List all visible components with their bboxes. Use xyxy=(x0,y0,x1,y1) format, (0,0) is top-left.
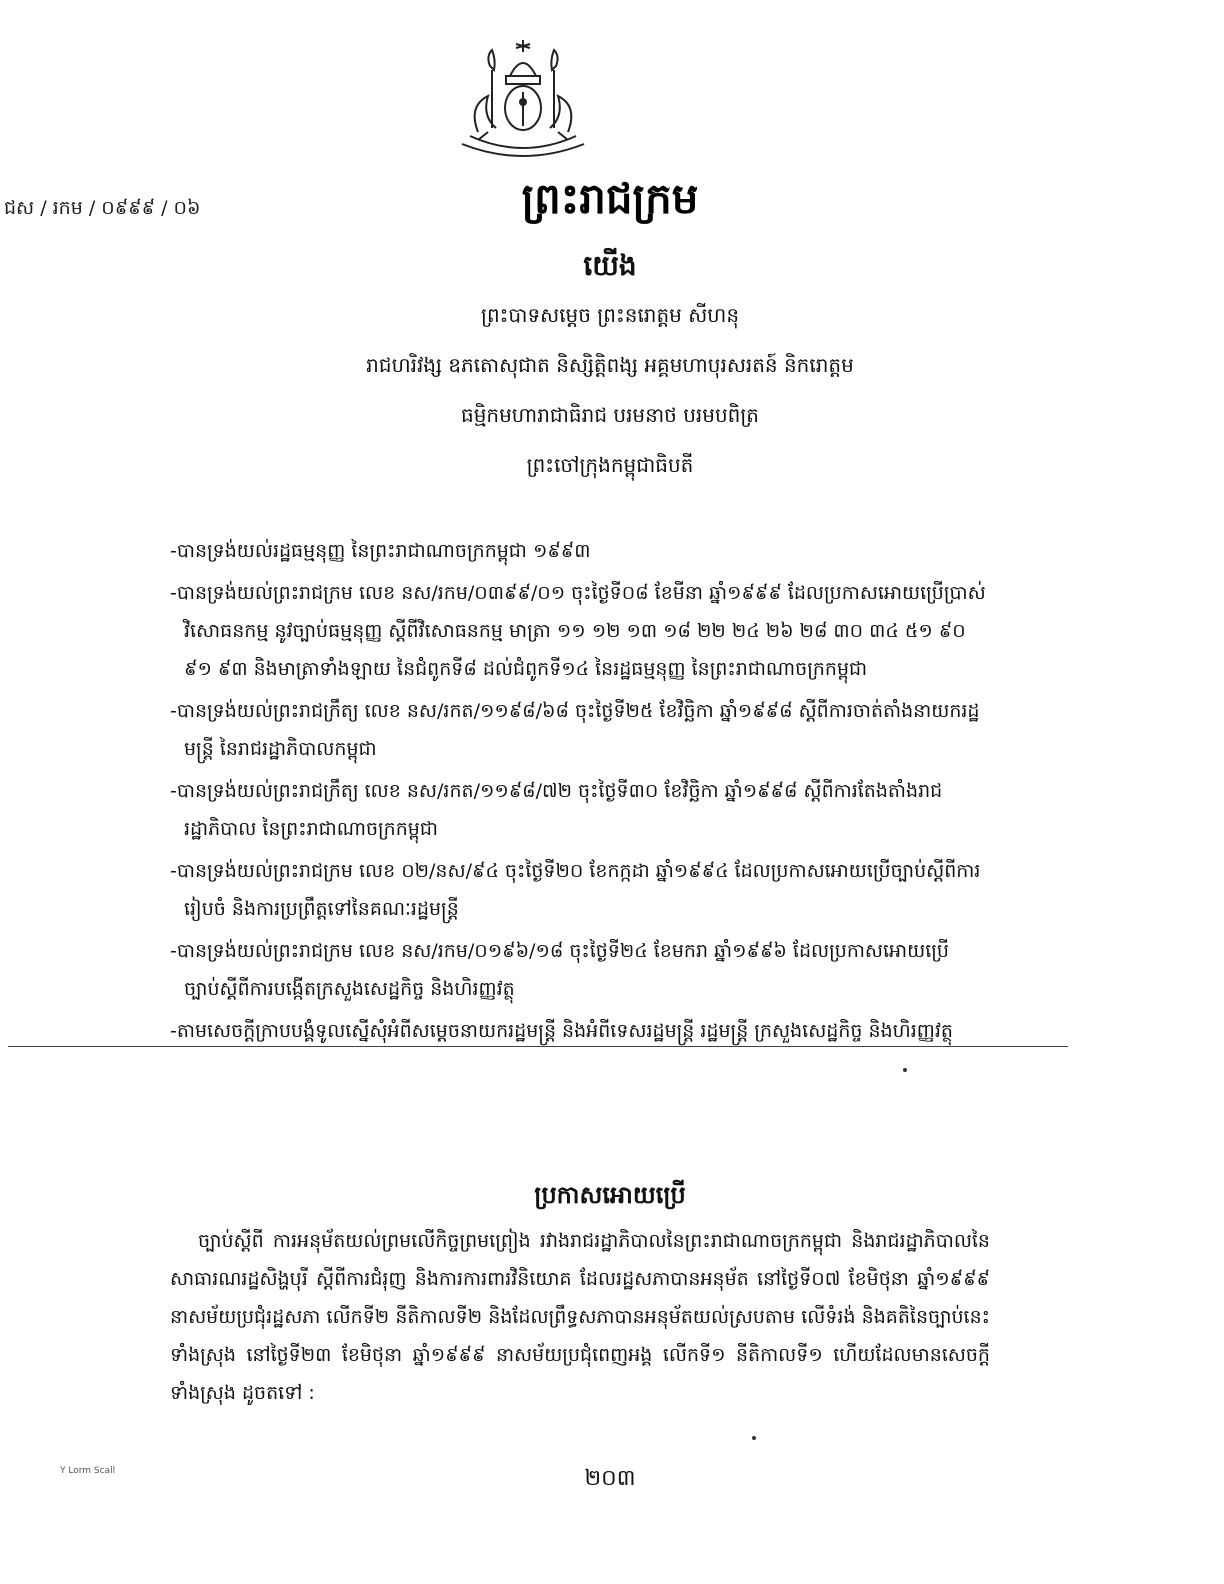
consideration-item: -បានទ្រង់យល់ព្រះរាជក្រឹត្យ លេខ នស/រកត/១១៩៨/៦៨ ចុះថ្ងៃទី២៥ ខែវិច្ឆិកា ឆ្នាំ១៩៩៨ ស្តីពីការចាត់តាំងនាយករដ្ឋមន្ត្រី នៃរាជរដ្ឋាភិបាលកម្ពុជា xyxy=(170,700,980,760)
consideration-item: -បានទ្រង់យល់រដ្ឋធម្មនុញ្ញ នៃព្រះរាជាណាចក្រកម្ពុជា ១៩៩៣ xyxy=(170,540,591,562)
king-title-line: ធម្មិកមហារាជាធិរាជ បរមនាថ បរមបពិត្រ xyxy=(461,403,759,427)
document-title: ព្រះរាជក្រម xyxy=(521,174,699,223)
we-heading: យើង xyxy=(583,249,637,282)
king-title-line: រាជហរិវង្ស ឧភតោសុជាត និស្សិត្តិពង្ស អគ្គមហាបុរសរតន៍ និករោត្តម xyxy=(366,353,854,377)
royal-coat-of-arms-icon xyxy=(448,36,598,162)
consideration-item: -បានទ្រង់យល់ព្រះរាជក្រម លេខ នស/រកម/០៣៩៩/០១ ចុះថ្ងៃទី០៨ ខែមីនា ឆ្នាំ១៩៩៩ ដែលប្រកាសអោយប្រើប្រាស់វិសោធនកម្ម នូវច្បាប់ធម្មនុញ្ញ ស្តីពីវិសោធនកម្ម មាត្រា ១១ ១២ ១៣ ១៨ ២២ ២៤ ២៦ ២៨ ៣០ ៣៤ ៥១ ៩០ ៩១ ៩៣ និងមាត្រាទាំងឡាយ នៃជំពូកទី៨ ដល់ជំពូកទី១៤ នៃរដ្ឋធម្មនុញ្ញ នៃព្រះរាជាណាចក្រកម្ពុជា xyxy=(170,582,986,680)
promulgation-heading: ប្រកាសអោយប្រើ xyxy=(534,1181,686,1209)
reference-number: ជស / រកម / ០៩៩៩ / ០៦ xyxy=(4,197,201,219)
body-paragraph: ច្បាប់ស្តីពី ការអនុម័តយល់ព្រមលើកិច្ចព្រមព្រៀង រវាងរាជរដ្ឋាភិបាលនៃព្រះរាជាណាចក្រកម្ពុជា និងរាជរដ្ឋាភិបាលនៃសាធារណរដ្ឋសិង្ហបុរី ស្តីពីការជំរុញ និងការការពារវិនិយោគ ដែលរដ្ឋសភាបានអនុម័ត នៅថ្ងៃទី០៧ ខែមិថុនា ឆ្នាំ១៩៩៩ នាសម័យប្រជុំរដ្ឋសភា លើកទី២ នីតិកាលទី២ និងដែលព្រឹទ្ធសភាបានអនុម័តយល់ស្របតាម លើទំរង់ និងគតិនៃច្បាប់នេះទាំងស្រុង នៅថ្ងៃទី២៣ ខែមិថុនា ឆ្នាំ១៩៩៩ នាសម័យប្រជុំពេញអង្គ លើកទី១ នីតិកាលទី១ ហើយដែលមានសេចក្តីទាំងស្រុង ដូចតទៅ : xyxy=(170,1230,990,1404)
scan-speck xyxy=(752,1436,756,1440)
consideration-item: -បានទ្រង់យល់ព្រះរាជក្រឹត្យ លេខ នស/រកត/១១៩៨/៧២ ចុះថ្ងៃទី៣០ ខែវិច្ឆិកា ឆ្នាំ១៩៩៨ ស្តីពីការតែងតាំងរាជរដ្ឋាភិបាល នៃព្រះរាជាណាចក្រកម្ពុជា xyxy=(170,780,943,840)
king-title-line: ព្រះបាទសម្តេច ព្រះនរោត្តម សីហនុ xyxy=(480,303,740,327)
scan-speck xyxy=(903,1068,907,1072)
footer-note: Y Lorm Scall xyxy=(60,1466,116,1476)
considerations-list xyxy=(170,532,990,1054)
consideration-item: -បានទ្រង់យល់ព្រះរាជក្រម លេខ ០២/នស/៩៤ ចុះថ្ងៃទី២០ ខែកក្កដា ឆ្នាំ១៩៩៤ ដែលប្រកាសអោយប្រើច្បាប់ស្តីពីការរៀបចំ និងការប្រព្រឹត្តទៅនៃគណៈរដ្ឋមន្ត្រី xyxy=(170,860,981,920)
consideration-item: -តាមសេចក្តីក្រាបបង្គំទូលស្នើសុំអំពីសម្តេចនាយករដ្ឋមន្ត្រី និងអំពីទេសរដ្ឋមន្ត្រី រដ្ឋមន្ត្រី ក្រសួងសេដ្ឋកិច្ច និងហិរញ្ញវត្ថុ xyxy=(170,1020,953,1042)
scan-line-divider xyxy=(8,1046,1068,1047)
consideration-item: -បានទ្រង់យល់ព្រះរាជក្រម លេខ នស/រកម/០១៩៦/១៨ ចុះថ្ងៃទី២៤ ខែមករា ឆ្នាំ១៩៩៦ ដែលប្រកាសអោយប្រើ ច្បាប់ស្តីពីការបង្កើតក្រសួងសេដ្ឋកិច្ច និងហិរញ្ញវត្ថុ xyxy=(170,940,949,1000)
page-number: ២០៣ xyxy=(584,1466,636,1491)
king-title-line: ព្រះចៅក្រុងកម្ពុជាធិបតី xyxy=(526,453,694,477)
